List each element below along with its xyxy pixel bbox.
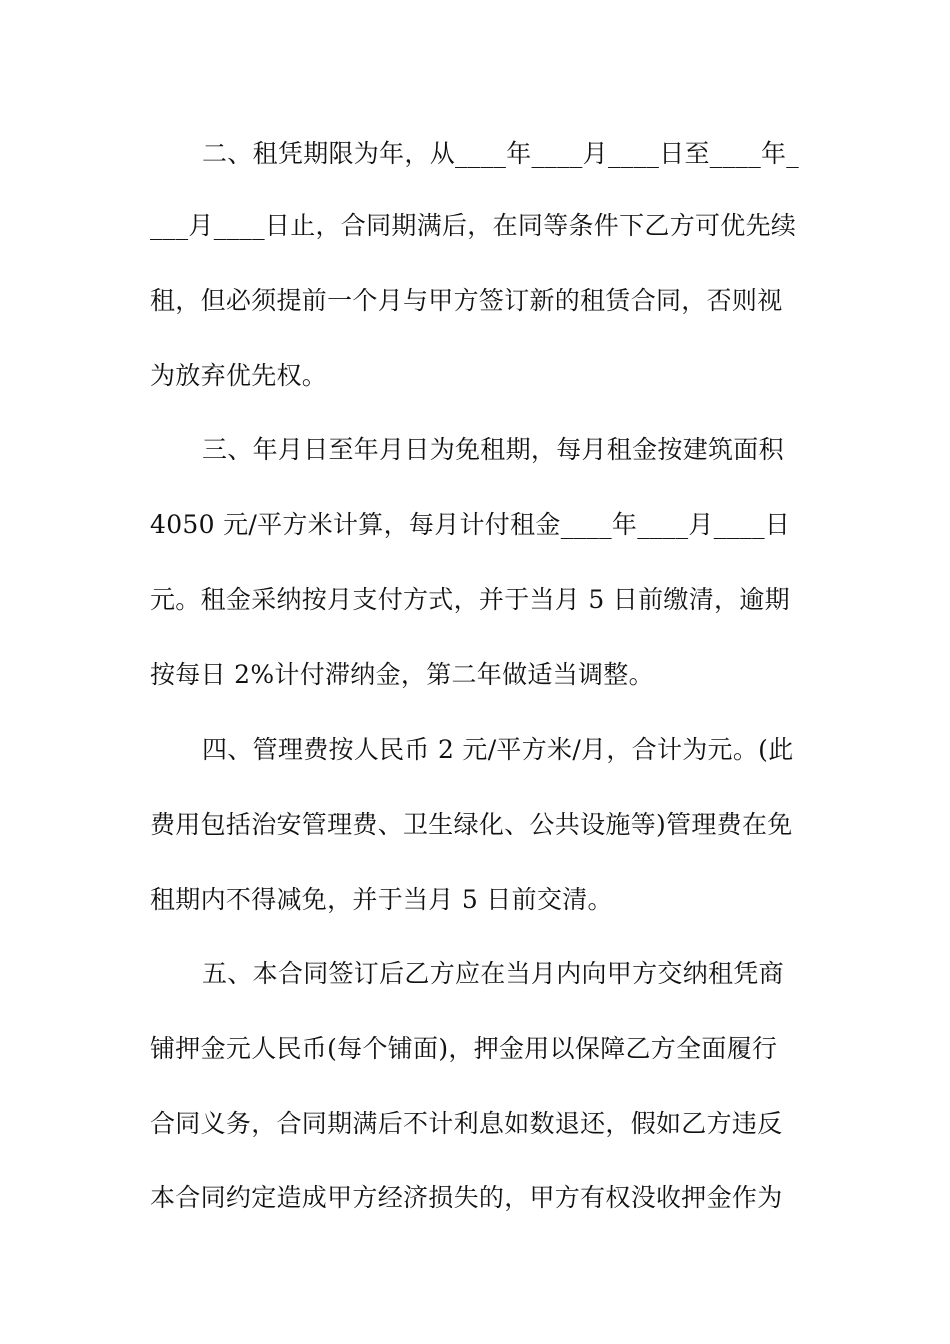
paragraph-5-line-2: 铺押金元人民币(每个铺面)，押金用以保障乙方全面履行 bbox=[150, 1034, 778, 1063]
paragraph-5-line-4: 本合同约定造成甲方经济损失的，甲方有权没收押金作为 bbox=[150, 1183, 783, 1212]
paragraph-2-line-3: 租，但必须提前一个月与甲方签订新的租赁合同，否则视 bbox=[150, 286, 783, 315]
paragraph-4-line-1: 四、管理费按人民币 2 元/平方米/月，合计为元。(此 bbox=[202, 735, 794, 764]
paragraph-4-line-3: 租期内不得减免，并于当月 5 日前交清。 bbox=[150, 885, 613, 914]
paragraph-5-line-1: 五、本合同签订后乙方应在当月内向甲方交纳租凭商 bbox=[202, 959, 784, 988]
paragraph-4-line-2: 费用包括治安管理费、卫生绿化、公共设施等)管理费在免 bbox=[150, 810, 793, 839]
paragraph-3-line-2: 4050 元/平方米计算，每月计付租金____年____月____日 bbox=[150, 510, 791, 539]
paragraph-3-line-3: 元。租金采纳按月支付方式，并于当月 5 日前缴清，逾期 bbox=[150, 585, 790, 614]
paragraph-2-line-4: 为放弃优先权。 bbox=[150, 361, 328, 390]
paragraph-5-line-3: 合同义务，合同期满后不计利息如数退还，假如乙方违反 bbox=[150, 1109, 783, 1138]
paragraph-3-line-4: 按每日 2%计付滞纳金，第二年做适当调整。 bbox=[150, 660, 654, 689]
paragraph-2-line-1: 二、租凭期限为年，从____年____月____日至____年_ bbox=[202, 139, 800, 168]
paragraph-2-line-2: ___月____日止，合同期满后，在同等条件下乙方可优先续 bbox=[150, 211, 797, 240]
paragraph-3-line-1: 三、年月日至年月日为免租期，每月租金按建筑面积 bbox=[202, 435, 784, 464]
